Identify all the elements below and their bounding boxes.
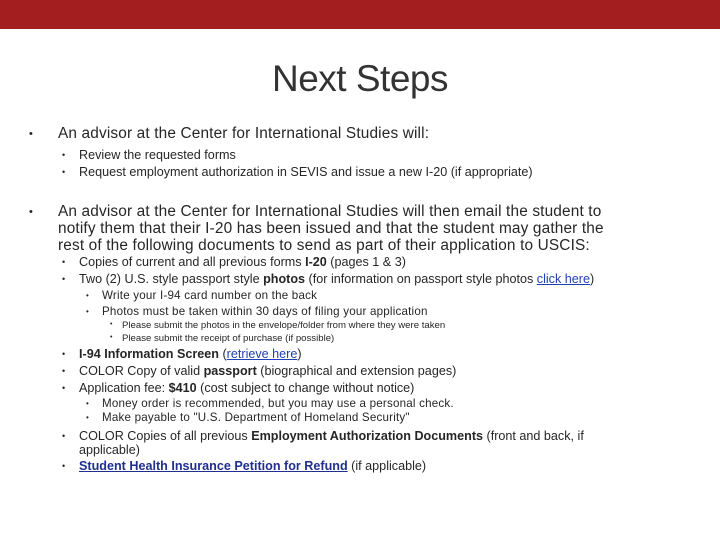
item-ead-continued: applicable) bbox=[79, 443, 140, 457]
retrieve-here-link[interactable]: retrieve here bbox=[226, 347, 298, 361]
bullet: • bbox=[62, 461, 66, 471]
bullet: • bbox=[29, 128, 33, 140]
bullet: • bbox=[86, 307, 89, 316]
photos-subsub-item: Please submit the receipt of purchase (if possible) bbox=[122, 333, 335, 344]
item-i20: Copies of current and all previous forms I-20 (pages 1 & 3) bbox=[79, 255, 406, 269]
item-ead: COLOR Copies of all previous Employment Authorization Documents (front and back, if bbox=[79, 429, 584, 443]
bullet: • bbox=[62, 349, 66, 359]
bullet: • bbox=[62, 431, 66, 441]
bullet: • bbox=[62, 150, 66, 160]
photos-sub-item: Photos must be taken within 30 days of filing your application bbox=[102, 305, 428, 318]
slide-title: Next Steps bbox=[272, 58, 448, 99]
bullet: • bbox=[29, 206, 33, 218]
section1-text: An advisor at the Center for International Studies will: bbox=[58, 125, 430, 142]
fee-sub-item: Make payable to "U.S. Department of Homeland Security" bbox=[102, 411, 410, 424]
bullet: • bbox=[110, 321, 113, 328]
photos-sub-item: Write your I-94 card number on the back bbox=[102, 289, 318, 302]
item-photos: Two (2) U.S. style passport style photos (for information on passport style photos click here) bbox=[79, 272, 595, 286]
item-i94: I-94 Information Screen (retrieve here) bbox=[79, 347, 302, 361]
bullet: • bbox=[62, 167, 66, 177]
bullet: • bbox=[62, 383, 66, 393]
click-here-link[interactable]: click here bbox=[536, 272, 590, 286]
bullet: • bbox=[86, 291, 89, 300]
bullet: • bbox=[62, 257, 66, 267]
item-passport: COLOR Copy of valid passport (biographical and extension pages) bbox=[79, 364, 457, 378]
bullet: • bbox=[110, 334, 113, 341]
section2-line: notify them that their I-20 has been issued and that the student may gather the bbox=[58, 220, 604, 237]
section1-item: Review the requested forms bbox=[79, 148, 236, 162]
bullet: • bbox=[62, 274, 66, 284]
photos-subsub-item: Please submit the photos in the envelope/folder from where they were taken bbox=[122, 320, 446, 331]
item-fee: Application fee: $410 (cost subject to change without notice) bbox=[79, 381, 415, 395]
fee-sub-item: Money order is recommended, but you may use a personal check. bbox=[102, 397, 454, 410]
section1-item: Request employment authorization in SEVIS and issue a new I-20 (if appropriate) bbox=[79, 165, 533, 179]
section2-line: An advisor at the Center for International Studies will then email the student to bbox=[58, 203, 602, 220]
health-insurance-petition-link[interactable]: Student Health Insurance Petition for Refund bbox=[79, 459, 348, 473]
bullet: • bbox=[86, 399, 89, 408]
item-health-insurance: Student Health Insurance Petition for Refund (if applicable) bbox=[79, 459, 427, 473]
bullet: • bbox=[86, 413, 89, 422]
bullet: • bbox=[62, 366, 66, 376]
section2-line: rest of the following documents to send as part of their application to USCIS: bbox=[58, 237, 590, 254]
